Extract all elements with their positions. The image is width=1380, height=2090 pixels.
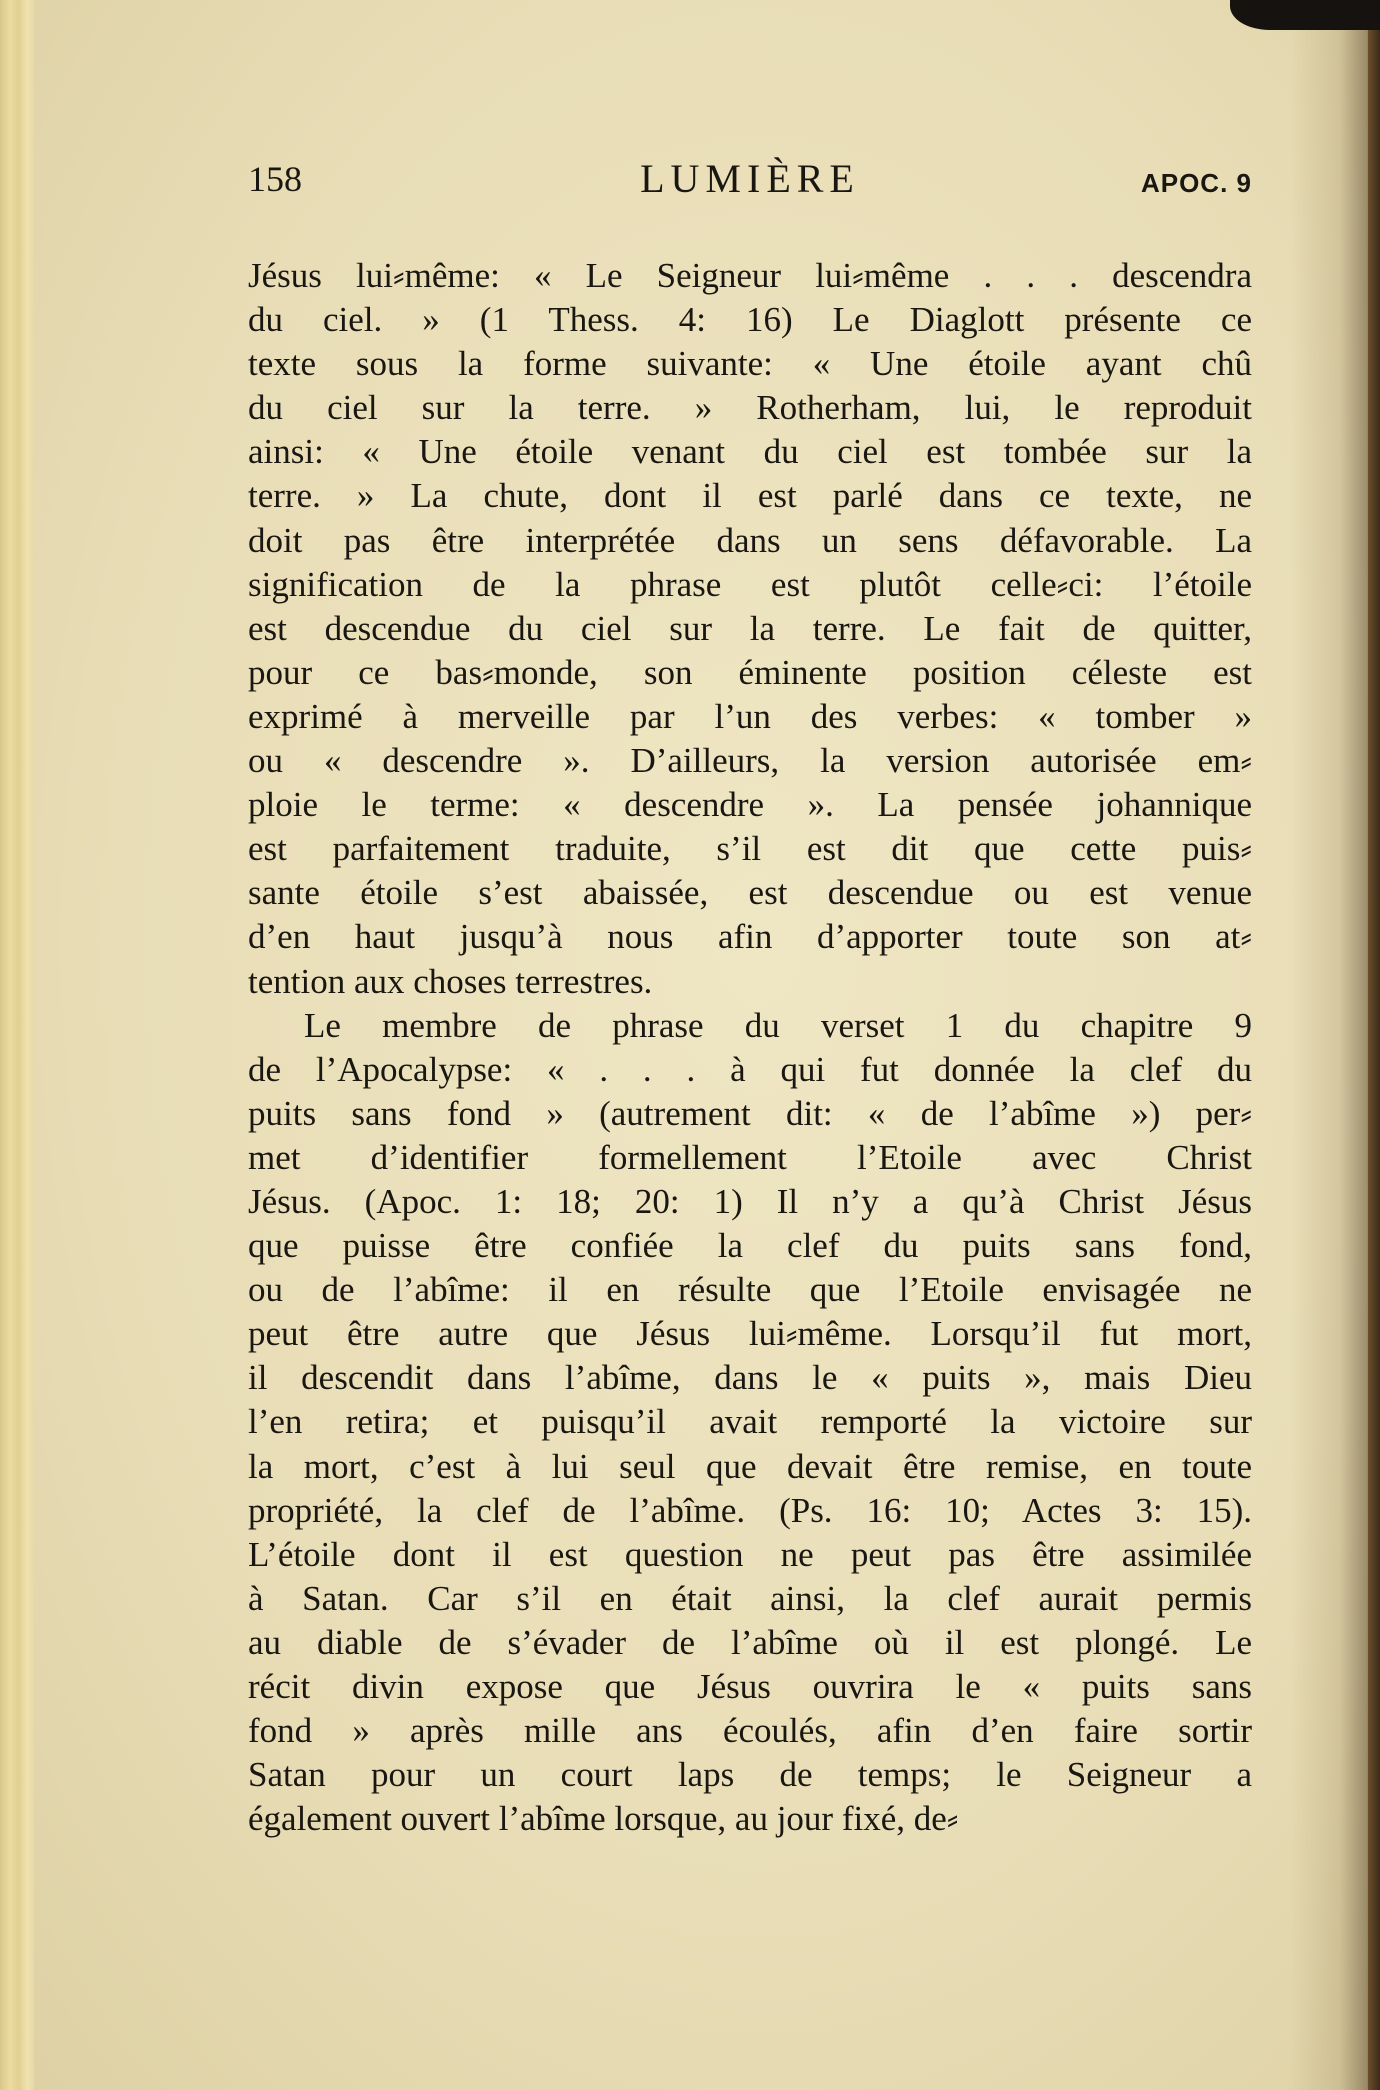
text-line: Jésus lui⸗même: « Le Seigneur lui⸗même . . . descendra (248, 256, 1252, 295)
text-line: ou « descendre ». D’ailleurs, la version autorisée em⸗ (248, 741, 1252, 781)
text-line: d’en haut jusqu’à nous afin d’apporter toute son at⸗ (248, 917, 1252, 957)
text-line: récit divin expose que Jésus ouvrira le « puits sans (248, 1667, 1252, 1706)
scan-background-corner (1230, 0, 1380, 30)
text-line: ou de l’abîme: il en résulte que l’Etoile envisagée ne (248, 1270, 1252, 1310)
text-line: L’étoile dont il est question ne peut pas être assimilée (248, 1534, 1252, 1574)
text-line: met d’identifier formellement l’Etoile avec Christ (248, 1137, 1252, 1177)
text-line: que puisse être confiée la clef du puits sans fond, (248, 1226, 1252, 1266)
text-line: puits sans fond » (autrement dit: « de l’abîme ») per⸗ (248, 1093, 1252, 1133)
text-line: du ciel. » (1 Thess. 4: 16) Le Diaglott présente ce (248, 300, 1252, 340)
paragraph-1 (248, 254, 1252, 1004)
text-line: ainsi: « Une étoile venant du ciel est tombée sur la (248, 432, 1252, 472)
chapter-reference: APOC. 9 (1140, 168, 1252, 198)
body-text (248, 254, 1252, 1841)
text-line: ploie le terme: « descendre ». La pensée johannique (248, 785, 1252, 825)
text-line: doit pas être interprétée dans un sens défavorable. La (248, 520, 1252, 560)
page-number: 158 (248, 159, 302, 199)
text-line: à Satan. Car s’il en était ainsi, la clef aurait permis (248, 1578, 1252, 1618)
text-line: sante étoile s’est abaissée, est descendue ou est venue (248, 873, 1252, 913)
text-line: il descendit dans l’abîme, dans le « puits », mais Dieu (248, 1358, 1252, 1398)
text-line: texte sous la forme suivante: « Une étoile ayant chû (248, 344, 1252, 384)
paragraph-2 (248, 1004, 1252, 1842)
text-line: du ciel sur la terre. » Rotherham, lui, le reproduit (248, 388, 1252, 428)
text-line: au diable de s’évader de l’abîme où il est plongé. Le (248, 1622, 1252, 1662)
text-line: l’en retira; et puisqu’il avait remporté la victoire sur (248, 1402, 1252, 1442)
text-line: également ouvert l’abîme lorsque, au jour fixé, de⸗ (248, 1799, 959, 1839)
page-stack-edge (0, 0, 34, 2090)
text-line: est parfaitement traduite, s’il est dit que cette puis⸗ (248, 829, 1252, 869)
text-line: fond » après mille ans écoulés, afin d’en faire sortir (248, 1711, 1252, 1751)
binding-shadow (1290, 0, 1380, 2090)
text-line: tention aux choses terrestres. (248, 961, 653, 1001)
text-line: signification de la phrase est plutôt celle⸗ci: l’étoile (248, 564, 1252, 604)
text-line: de l’Apocalypse: « . . . à qui fut donnée la clef du (248, 1049, 1252, 1089)
text-line: terre. » La chute, dont il est parlé dans ce texte, ne (248, 476, 1252, 516)
running-title: LUMIÈRE (640, 156, 860, 201)
book-spine-edge (1368, 20, 1380, 2090)
text-line: pour ce bas⸗monde, son éminente position céleste est (248, 652, 1252, 692)
text-line: peut être autre que Jésus lui⸗même. Lorsqu’il fut mort, (248, 1314, 1252, 1354)
running-header (248, 154, 1252, 204)
text-line: est descendue du ciel sur la terre. Le fait de quitter, (248, 608, 1252, 648)
text-line: Le membre de phrase du verset 1 du chapitre 9 (304, 1005, 1252, 1045)
text-line: propriété, la clef de l’abîme. (Ps. 16: 10; Actes 3: 15). (248, 1490, 1252, 1530)
text-line: la mort, c’est à lui seul que devait être remise, en toute (248, 1446, 1252, 1486)
text-line: exprimé à merveille par l’un des verbes: « tomber » (248, 696, 1252, 736)
text-line: Jésus. (Apoc. 1: 18; 20: 1) Il n’y a qu’à Christ Jésus (248, 1181, 1252, 1221)
text-line: Satan pour un court laps de temps; le Seigneur a (248, 1755, 1252, 1795)
